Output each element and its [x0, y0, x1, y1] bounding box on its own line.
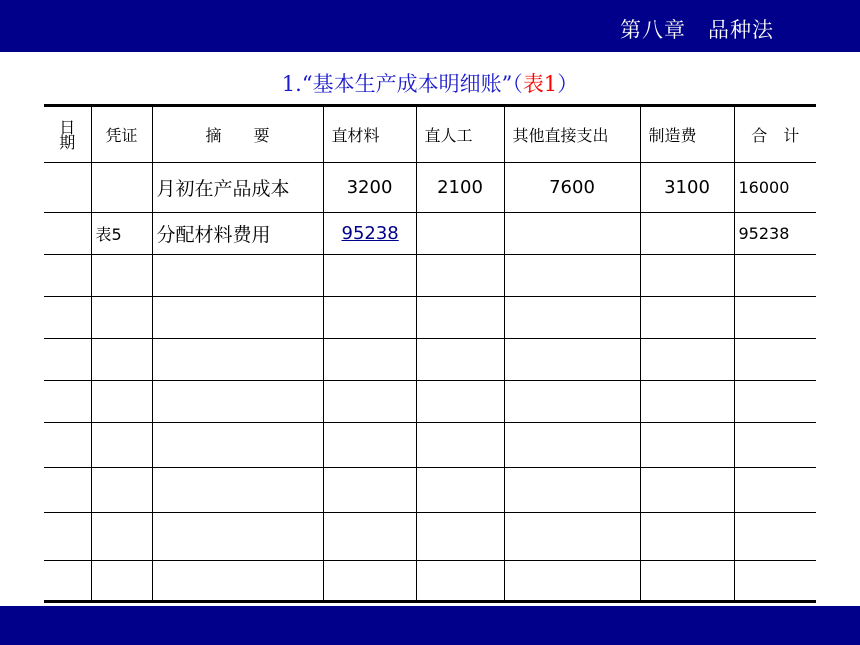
column-header-direct-materials: 直材料	[323, 106, 416, 163]
cell-voucher: 表5	[91, 213, 152, 255]
cell-direct-materials: 3200	[323, 163, 416, 213]
column-header-other-direct: 其他直接支出	[504, 106, 640, 163]
column-header-total: 合 计	[734, 106, 816, 163]
empty-row	[44, 423, 816, 468]
top-banner	[0, 0, 860, 52]
cell-summary: 分配材料费用	[152, 213, 323, 255]
empty-row	[44, 468, 816, 513]
column-header-date	[44, 106, 91, 163]
empty-row	[44, 513, 816, 561]
column-header-voucher: 凭证	[91, 106, 152, 163]
empty-row	[44, 561, 816, 602]
cell-overhead: 3100	[640, 163, 734, 213]
cell-other-direct: 7600	[504, 163, 640, 213]
column-header-summary: 摘 要	[152, 106, 323, 163]
chapter-title: 第八章 品种法	[620, 18, 774, 42]
heading-prefix: 1.“基本生产成本明细账”（	[281, 72, 523, 96]
column-header-overhead: 制造费	[640, 106, 734, 163]
direct-materials-link[interactable]: 95238	[341, 223, 399, 244]
cell-voucher	[91, 163, 152, 213]
date-header-top: 日	[59, 117, 76, 137]
cell-summary: 月初在产品成本	[152, 163, 323, 213]
table-row	[44, 163, 816, 213]
heading-table-ref: 表1	[522, 72, 558, 96]
cell-direct-materials	[323, 213, 416, 255]
column-header-direct-labor: 直人工	[416, 106, 504, 163]
cell-total: 16000	[734, 163, 816, 213]
cell-date	[44, 163, 91, 213]
table-row	[44, 213, 816, 255]
cell-direct-labor: 2100	[416, 163, 504, 213]
bottom-banner	[0, 606, 860, 645]
cost-ledger-table	[44, 104, 816, 603]
empty-row	[44, 297, 816, 339]
cell-overhead	[640, 213, 734, 255]
cell-direct-labor	[416, 213, 504, 255]
page-heading	[0, 68, 860, 98]
empty-row	[44, 255, 816, 297]
empty-row	[44, 339, 816, 381]
empty-row	[44, 381, 816, 423]
cell-total: 95238	[734, 213, 816, 255]
cell-other-direct	[504, 213, 640, 255]
cell-date	[44, 213, 91, 255]
header-row	[44, 106, 816, 163]
date-header-bottom: 期	[59, 132, 76, 152]
heading-suffix: ）	[557, 72, 579, 96]
